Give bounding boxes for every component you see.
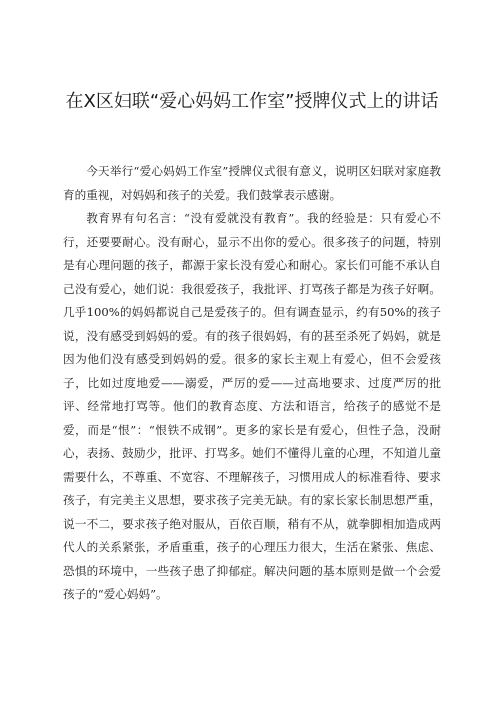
paragraph-2: 教育界有句名言：“没有爱就没有教育”。我的经验是：只有爱心不行，还要要耐心。没有耐心，显示不出你的爱心。很多孩子的问题，特别是有心理问题的孩子，都源于家长没有爱心和耐心。家长们可能不承认自己没有爱心，她们说：我很爱孩子，我批评、打骂孩子都是为孩子好啊。几乎100%的妈妈都说自己是爱孩子的。但有调查显示，约有50%的孩子说，没有感受到妈妈的爱。有的孩子很妈妈，有的甚至杀死了妈妈，就是因为他们没有感受到妈妈的爱。很多的家长主观上有爱心，但不会爱孩子，比如过度地爱——溺爱，严厉的爱——过高地要求、过度严厉的批评、经常地打骂等。他们的教育态度、方法和语言，给孩子的感觉不是爱，而是“恨”：“恨铁不成钢”。更多的家长是有爱心，但性子急，没耐心，表扬、鼓励少，批评、打骂多。她们不懂得儿童的心理，不知道儿童需要什么，不尊重、不宽容、不理解孩子，习惯用成人的标准看待、要求孩子，有完美主义思想，要求孩子完美无缺。有的家长家长制思想严重，说一不二，要求孩子绝对服从，百依百顺，稍有不从，就拳脚相加造成两代人的关系紧张，矛盾重重，孩子的心理压力很大，生活在紧张、焦虑、恐惧的环境中，一些孩子患了抑郁症。解决问题的基本原则是做一个会爱孩子的“爱心妈妈”。 xyxy=(63,211,441,601)
paragraph-1: 今天举行“爱心妈妈工作室”授牌仪式很有意义，说明区妇联对家庭教育的重视，对妈妈和孩子的关爱。我们鼓掌表示感谢。 xyxy=(63,164,441,202)
document-title: 在X区妇联“爱心妈妈工作室”授牌仪式上的讲话 xyxy=(65,91,439,112)
document-body xyxy=(63,160,441,607)
